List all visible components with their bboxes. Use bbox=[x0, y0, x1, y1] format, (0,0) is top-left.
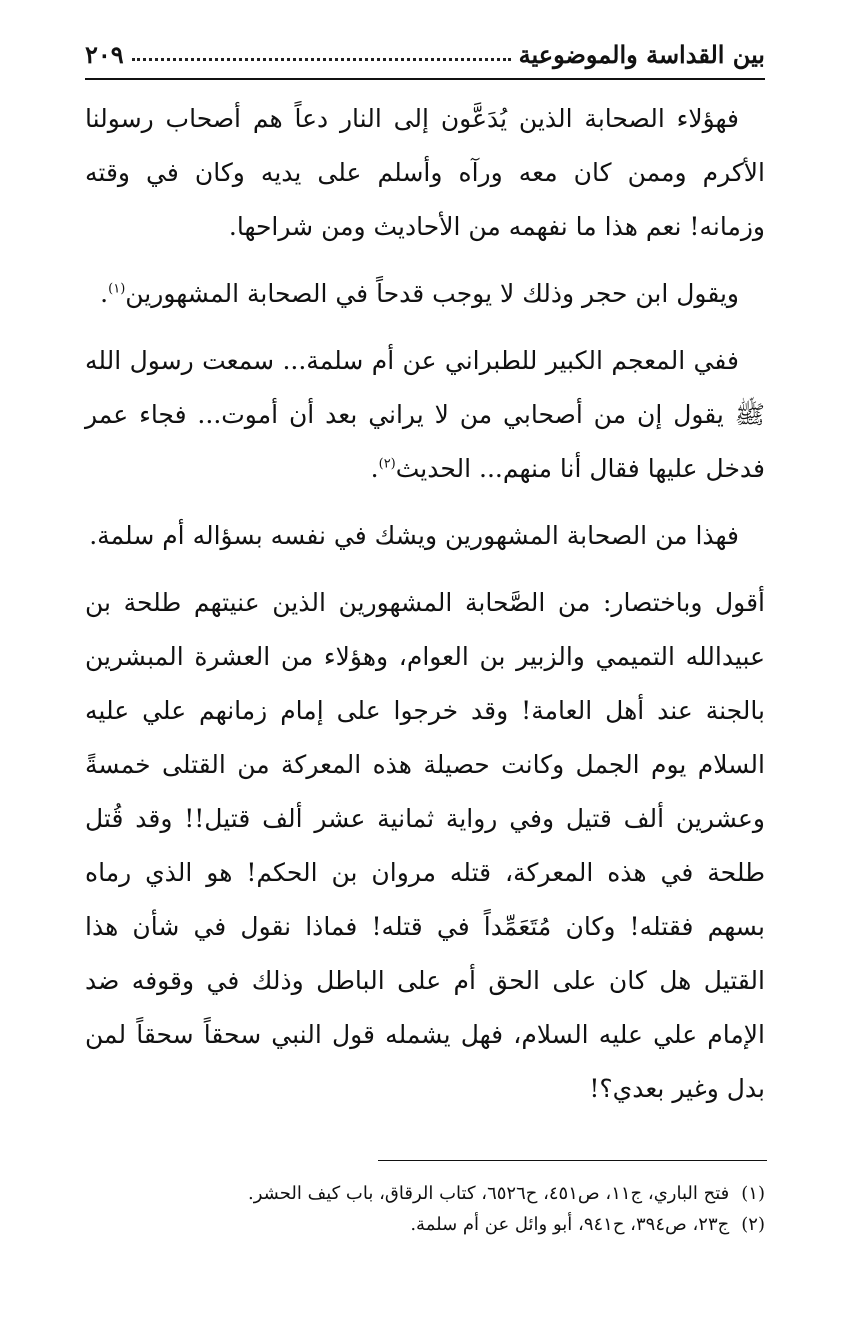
paragraph-1: فهؤلاء الصحابة الذين يُدَعَّون إلى النار دعاً هم أصحاب رسولنا الأكرم وممن كان معه ورآه وأسلم على يديه وكان في وقته وزمانه! نعم هذا ما نفهمه من الأحاديث ومن شراحها. bbox=[85, 104, 765, 241]
running-header bbox=[85, 30, 765, 80]
footnote-2-text: ج٢٣، ص٣٩٤، ح٩٤١، أبو وائل عن أم سلمة. bbox=[410, 1214, 730, 1235]
leader-dots bbox=[132, 58, 511, 61]
footnote-separator bbox=[378, 1160, 767, 1161]
main-text bbox=[85, 92, 765, 1129]
footnote-2 bbox=[200, 1209, 765, 1240]
footnote-1-number: (١) bbox=[741, 1183, 765, 1204]
paragraph-3 bbox=[85, 334, 765, 496]
paragraph-2 bbox=[85, 267, 765, 321]
paragraph-3-text: ففي المعجم الكبير للطبراني عن أم سلمة... سمعت رسول الله ﷺ يقول إن من أصحابي من لا يراني بعد أن أموت... فجاء عمر فدخل عليها فقال أنا منهم... الحديث bbox=[85, 346, 765, 483]
footnote-1 bbox=[200, 1178, 765, 1209]
running-title: بين القداسة والموضوعية bbox=[518, 39, 765, 69]
paragraph-4: فهذا من الصحابة المشهورين ويشك في نفسه بسؤاله أم سلمة. bbox=[89, 521, 739, 550]
footnote-ref-1: (١) bbox=[108, 281, 126, 297]
footnote-ref-2: (٢) bbox=[378, 456, 396, 472]
paragraph-3-end: . bbox=[370, 454, 379, 483]
paragraph-2-end: . bbox=[100, 279, 109, 308]
paragraph-5: أقول وباختصار: من الصَّحابة المشهورين الذين عنيتهم طلحة بن عبيدالله التميمي والزبير بن العوام، وهؤلاء من العشرة المبشرين بالجنة عند أهل العامة! وقد خرجوا على إمام زمانهم علي عليه السلام يوم الجمل وكانت حصيلة هذه المعركة من القتلى خمسةً وعشرين ألف قتيل وفي رواية ثمانية عشر ألف قتيل!! وقد قُتل طلحة في هذه المعركة، قتله مروان بن الحكم! هو الذي رماه بسهم فقتله! وكان مُتَعَمِّداً في قتله! فماذا نقول في شأن هذا القتيل هل كان على الحق أم على الباطل وذلك في وقوفه ضد الإمام علي عليه السلام، فهل يشمله قول النبي سحقاً سحقاً لمن بدل وغير بعدي؟! bbox=[85, 588, 765, 1103]
paragraph-2-text: ويقول ابن حجر وذلك لا يوجب قدحاً في الصحابة المشهورين bbox=[125, 279, 739, 308]
footnote-1-text: فتح الباري، ج١١، ص٤٥١، ح٦٥٢٦، كتاب الرقاق، باب كيف الحشر. bbox=[248, 1183, 730, 1204]
footnote-2-number: (٢) bbox=[741, 1214, 765, 1235]
footnotes bbox=[200, 1178, 765, 1240]
page-number: ٢٠٩ bbox=[85, 39, 124, 69]
